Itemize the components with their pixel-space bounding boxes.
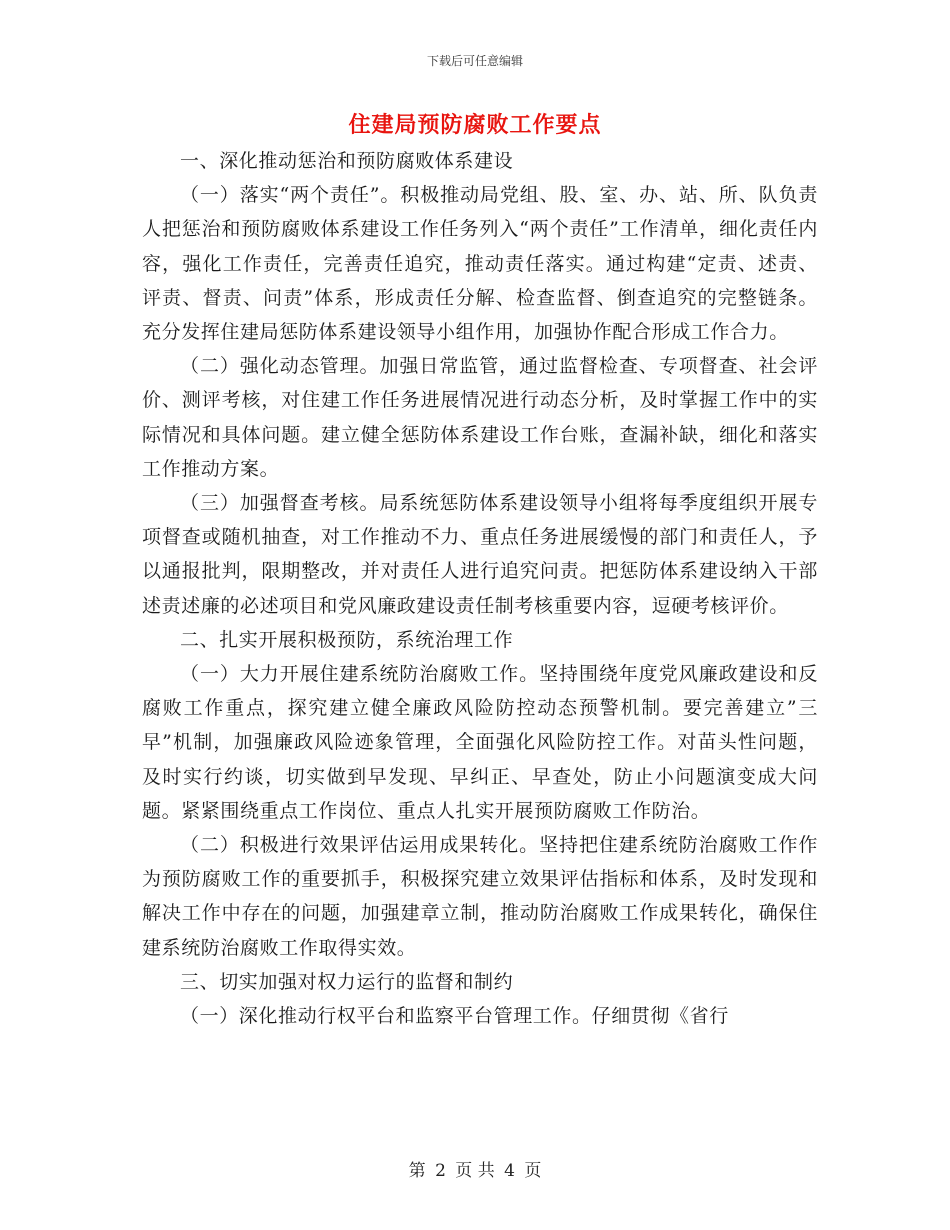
page-footer [0, 1156, 950, 1181]
section-heading-1: 一、深化推动惩治和预防腐败体系建设 [180, 150, 514, 172]
section-heading-2: 二、扎实开展积极预防，系统治理工作 [180, 628, 514, 651]
paragraph-1-1: （一）落实“两个责任”。积极推动局党组、股、室、办、站、所、队负责人把惩治和预防腐败体系建设工作任务列入“两个责任”工作清单，细化责任内容，强化工作责任，完善责任追究，推动责任落实。通过构建“定责、述责、评责、督责、问责”体系，形成责任分解、检查监督、倒查追究的完整链条。充分发挥住建局惩防体系建设领导小组作用，加强协作配合形成工作合力。 [142, 184, 818, 344]
page-prefix: 第 [408, 1161, 426, 1181]
page-current: 2 [435, 1161, 446, 1181]
paragraph-1-2: （二）强化动态管理。加强日常监管，通过监督检查、专项督查、社会评价、测评考核，对住建工作任务进展情况进行动态分析，及时掌握工作中的实际情况和具体问题。建立健全惩防体系建设工作台账，查漏补缺，细化和落实工作推动方案。 [142, 355, 818, 480]
page-mid: 页 共 [455, 1161, 495, 1181]
paragraph-1-3: （三）加强督查考核。局系统惩防体系建设领导小组将每季度组织开展专项督查或随机抽查，对工作推动不力、重点任务进展缓慢的部门和责任人，予以通报批判，限期整改，并对责任人进行追究问责。把惩防体系建设纳入干部述责述廉的必述项目和党风廉政建设责任制考核重要内容，逗硬考核评价。 [142, 492, 818, 617]
document-title: 住建局预防腐败工作要点 [348, 113, 602, 138]
section-heading-3: 三、切实加强对权力运行的监督和制约 [180, 970, 514, 993]
paragraph-2-1: （一）大力开展住建系统防治腐败工作。坚持围绕年度党风廉政建设和反腐败工作重点，探究建立健全廉政风险防控动态预警机制。要完善建立”三早”机制，加强廉政风险迹象管理，全面强化风险防控工作。对苗头性问题，及时实行约谈，切实做到早发现、早纠正、早查处，防止小问题演变成大问题。紧紧围绕重点工作岗位、重点人扎实开展预防腐败工作防治。 [142, 663, 818, 822]
paragraph-3-1: （一）深化推动行权平台和监察平台管理工作。仔细贯彻《省行 [180, 1005, 729, 1028]
paragraph-2-2: （二）积极进行效果评估运用成果转化。坚持把住建系统防治腐败工作作为预防腐败工作的重要抓手，积极探究建立效果评估指标和体系，及时发现和解决工作中存在的问题，加强建章立制，推动防治腐败工作成果转化，确保住建系统防治腐败工作取得实效。 [142, 834, 818, 959]
header-note: 下载后可任意编辑 [426, 54, 523, 68]
document-body [142, 144, 818, 1033]
page-total: 4 [504, 1161, 515, 1181]
page-suffix: 页 [524, 1161, 542, 1181]
